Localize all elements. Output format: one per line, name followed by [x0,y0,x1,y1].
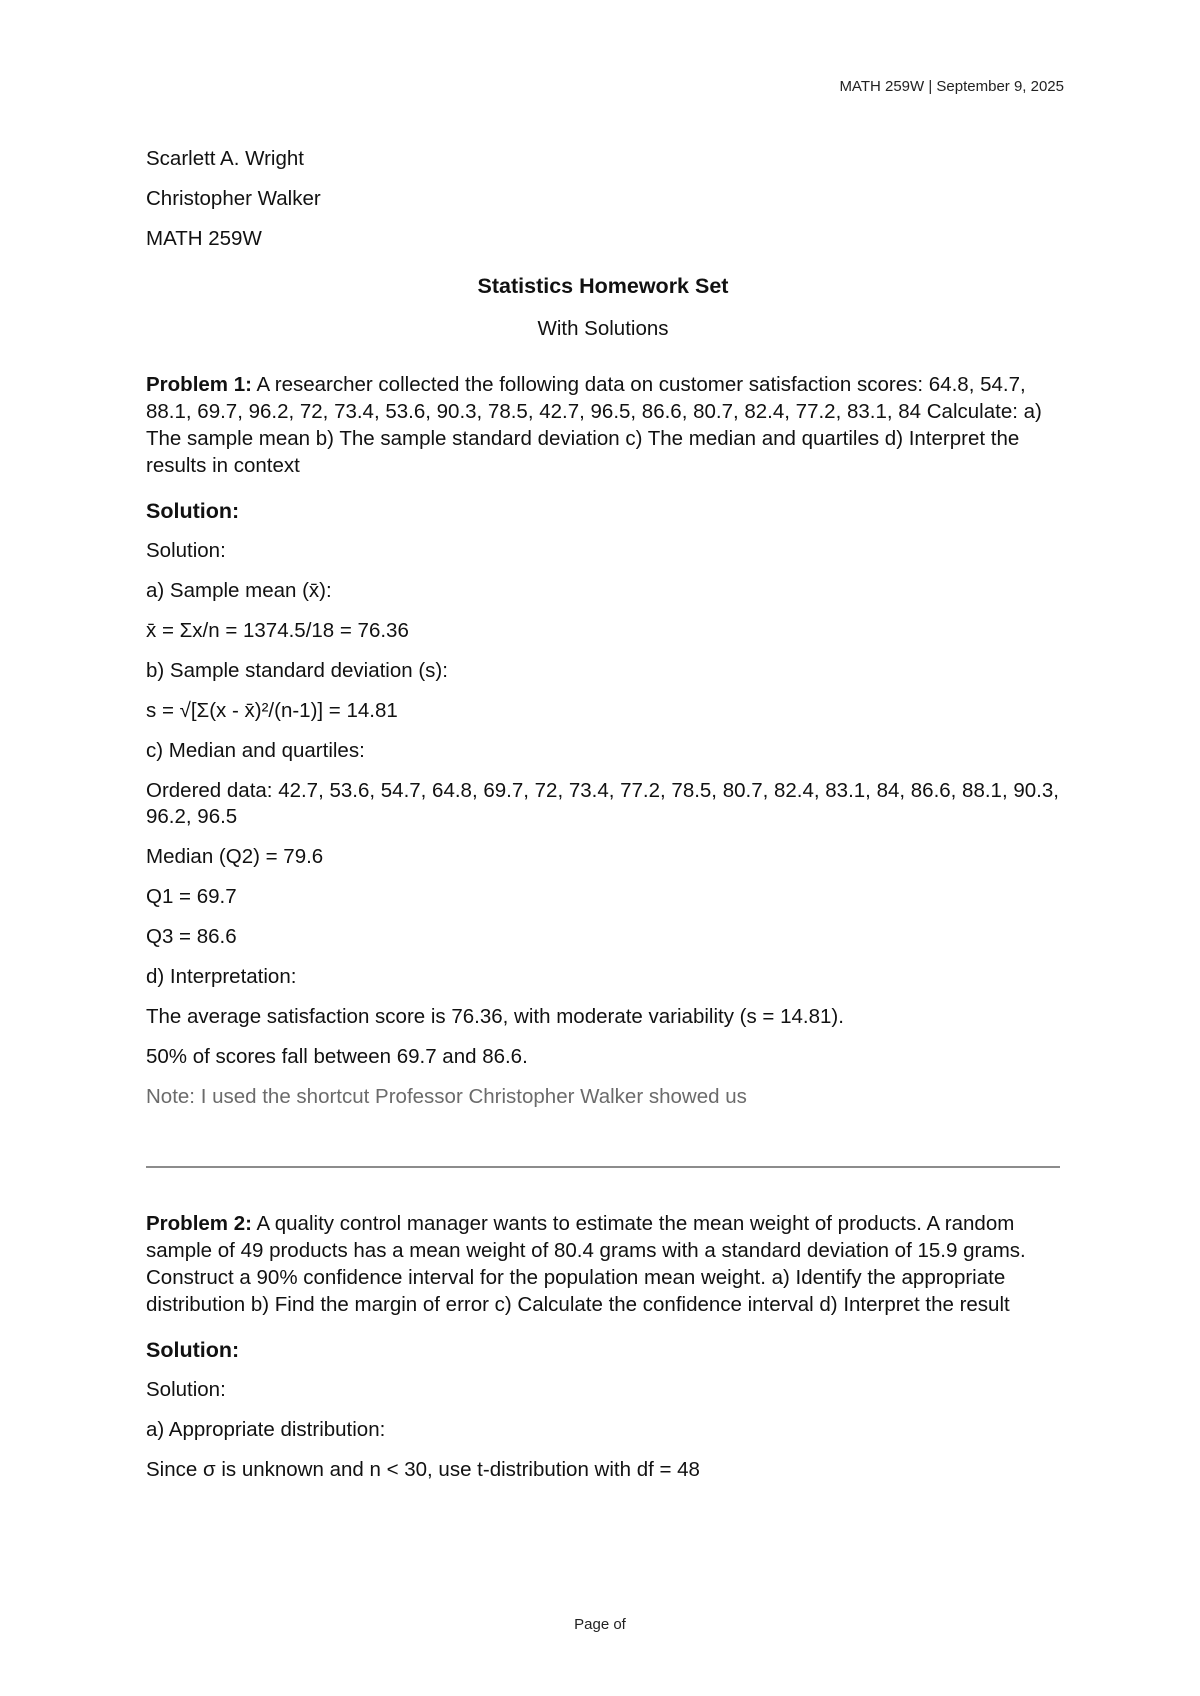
page-footer: Page of [574,1616,626,1633]
p1-solution-line: Q1 = 69.7 [146,885,237,908]
page-header: MATH 259W | September 9, 2025 [839,78,1064,95]
problem-1-solution-heading: Solution: [146,499,240,523]
problem-2-solution-heading: Solution: [146,1338,240,1362]
problem-1-text: A researcher collected the following data on customer satisfaction scores: 64.8, 54.7, 88.1, 69.7, 96.2, 72, 73.4, 53.6, 90.3, 78.5, 42.7, 96.5, 86.6, 80.7, 82.4, 77.2, 83.1, 84 Calculate: a) The sample mean b) The sample standard deviation c) The median and quartiles d) Interpret the results in context [146,373,1042,477]
problem-2-label: Problem 2: [146,1212,252,1235]
p1-solution-line: The average satisfaction score is 76.36, with moderate variability (s = 14.81). [146,1005,844,1028]
p1-solution-line: a) Sample mean (x̄): [146,579,332,602]
document-subtitle: With Solutions [537,317,669,340]
problem-2-statement [146,1210,1060,1318]
problem-1-label: Problem 1: [146,373,252,396]
page-content [146,146,1060,1497]
p2-solution-line: a) Appropriate distribution: [146,1418,386,1441]
student-name: Scarlett A. Wright [146,147,304,170]
p1-solution-line: Solution: [146,539,226,562]
problem-1-statement [146,371,1060,479]
p1-solution-line: 50% of scores fall between 69.7 and 86.6. [146,1045,528,1068]
p1-note: Note: I used the shortcut Professor Christopher Walker showed us [146,1085,747,1108]
p1-solution-line: d) Interpretation: [146,965,297,988]
p1-solution-line: x̄ = Σx/n = 1374.5/18 = 76.36 [146,619,409,642]
p1-solution-line: s = √[Σ(x - x̄)²/(n-1)] = 14.81 [146,699,398,722]
p2-solution-line: Since σ is unknown and n < 30, use t-distribution with df = 48 [146,1458,700,1481]
problem-2-text: A quality control manager wants to estimate the mean weight of products. A random sample of 49 products has a mean weight of 80.4 grams with a standard deviation of 15.9 grams. Construct a 90% confidence interval for the population mean weight. a) Identify the appropriate distribution b) Find the margin of error c) Calculate the confidence interval d) Interpret the result [146,1212,1026,1316]
instructor-name: Christopher Walker [146,187,321,210]
course-name: MATH 259W [146,227,262,250]
p1-solution-line: b) Sample standard deviation (s): [146,659,448,682]
p1-solution-line: Median (Q2) = 79.6 [146,845,324,868]
p1-solution-line: Q3 = 86.6 [146,925,237,948]
document-title: Statistics Homework Set [477,274,729,298]
p2-solution-line: Solution: [146,1378,226,1401]
p1-solution-line: c) Median and quartiles: [146,739,365,762]
section-divider [146,1166,1060,1168]
p1-solution-line: Ordered data: 42.7, 53.6, 54.7, 64.8, 69.7, 72, 73.4, 77.2, 78.5, 80.7, 82.4, 83.1, 84, 86.6, 88.1, 90.3, 96.2, 96.5 [146,779,1059,828]
